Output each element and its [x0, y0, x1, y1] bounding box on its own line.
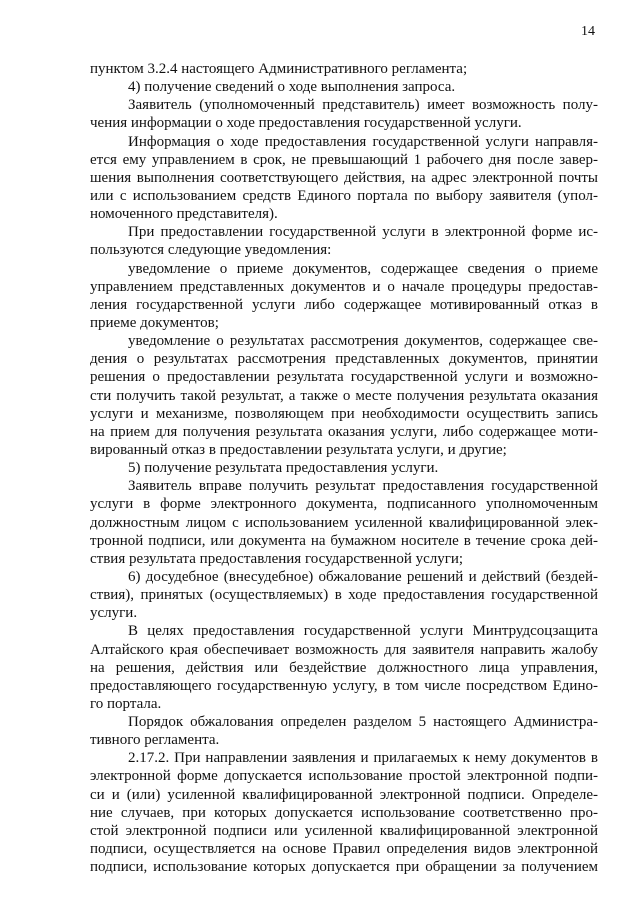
text-line: на прием для получения результата оказания услуги, либо содержащее моти- — [90, 423, 598, 440]
text-line: го портала. — [90, 695, 162, 712]
text-line: 2.17.2. При направлении заявления и прилагаемых к нему документов в — [128, 750, 598, 767]
text-line: управлением представленных документов и о начале процедуры предостав- — [90, 278, 598, 295]
page-number: 14 — [581, 24, 595, 39]
text-line: ления государственной услуги либо содержащее мотивированный отказ в — [90, 296, 598, 313]
text-line: Алтайского края обеспечивает возможность для заявителя направить жалобу — [90, 641, 598, 658]
text-line: должностным лицом с использованием усиленной квалифицированной элек- — [90, 514, 598, 531]
text-line: ствия), принятых (осуществляемых) в ходе предоставления государственной — [90, 587, 598, 604]
text-line: вированный отказ в предоставлении результата услуги, и другие; — [90, 441, 507, 458]
text-line: электронной форме допускается использование простой электронной подпи- — [90, 768, 598, 785]
text-line: или с использованием средств Единого портала по выбору заявителя (упол- — [90, 187, 598, 204]
text-line: подписи, осуществляется на основе Правил определения видов электронной — [90, 841, 598, 858]
text-line: Порядок обжалования определен разделом 5 настоящего Администра- — [128, 714, 598, 731]
text-line: ние случаев, при которых допускается использование соответственно про- — [90, 804, 598, 821]
text-line: подписи, использование которых допускается при обращении за получением — [90, 859, 598, 876]
text-line: При предоставлении государственной услуги в электронной форме ис- — [128, 224, 598, 241]
text-line: Заявитель (уполномоченный представитель) имеет возможность полу- — [128, 97, 598, 114]
text-line: ствия результата предоставления государственной услуги; — [90, 550, 464, 567]
text-line: дения о результатах рассмотрения представленных документов, принятии — [90, 351, 598, 368]
text-line: уведомление о приеме документов, содержащее сведения о приеме — [128, 260, 598, 277]
text-line: предоставляющего государственную услугу, в том числе посредством Едино- — [90, 677, 598, 694]
text-line: услуги в форме электронного документа, подписанного уполномоченным — [90, 496, 598, 513]
text-line: Информация о ходе предоставления государственной услуги направля- — [128, 133, 598, 150]
text-line: услуги и механизме, позволяющем при необходимости осуществить запись — [90, 405, 598, 422]
text-line: номоченного представителя). — [90, 206, 278, 223]
text-line: на решения, действия или бездействие должностного лица управления, — [90, 659, 598, 676]
text-line: тивного регламента. — [90, 732, 220, 749]
text-line: тронной подписи, или документа на бумажном носителе в течение срока дей- — [90, 532, 598, 549]
text-line: 4) получение сведений о ходе выполнения запроса. — [128, 79, 456, 96]
text-line: пользуются следующие уведомления: — [90, 242, 332, 259]
text-line: приеме документов; — [90, 314, 219, 331]
text-line: пунктом 3.2.4 настоящего Административного регламента; — [90, 61, 468, 77]
text-line: Заявитель вправе получить результат предоставления государственной — [128, 478, 598, 495]
text-line: 5) получение результата предоставления услуги. — [128, 460, 439, 477]
text-line: уведомление о результатах рассмотрения документов, содержащее све- — [128, 333, 598, 350]
text-line: решения о предоставлении результата государственной услуги и возможно- — [90, 369, 598, 386]
text-line: стой электронной подписи или усиленной квалифицированной электронной — [90, 822, 598, 839]
text-line: В целях предоставления государственной услуги Минтрудсоцзащита — [128, 623, 598, 640]
text-line: чения информации о ходе предоставления государственной услуги. — [90, 115, 522, 132]
text-line: ется ему управлением в срок, не превышающий 1 рабочего дня после завер- — [90, 151, 598, 168]
text-line: шения выполнения соответствующего действия, на адрес электронной почты — [90, 169, 598, 186]
body-text — [90, 60, 598, 876]
text-line: услуги. — [90, 605, 138, 622]
text-line: си и (или) усиленной квалифицированной электронной подписи. Определе- — [90, 786, 598, 803]
text-line: 6) досудебное (внесудебное) обжалование решений и действий (бездей- — [128, 568, 598, 585]
text-line: сти получить такой результат, а также о месте получения результата оказания — [90, 387, 598, 404]
